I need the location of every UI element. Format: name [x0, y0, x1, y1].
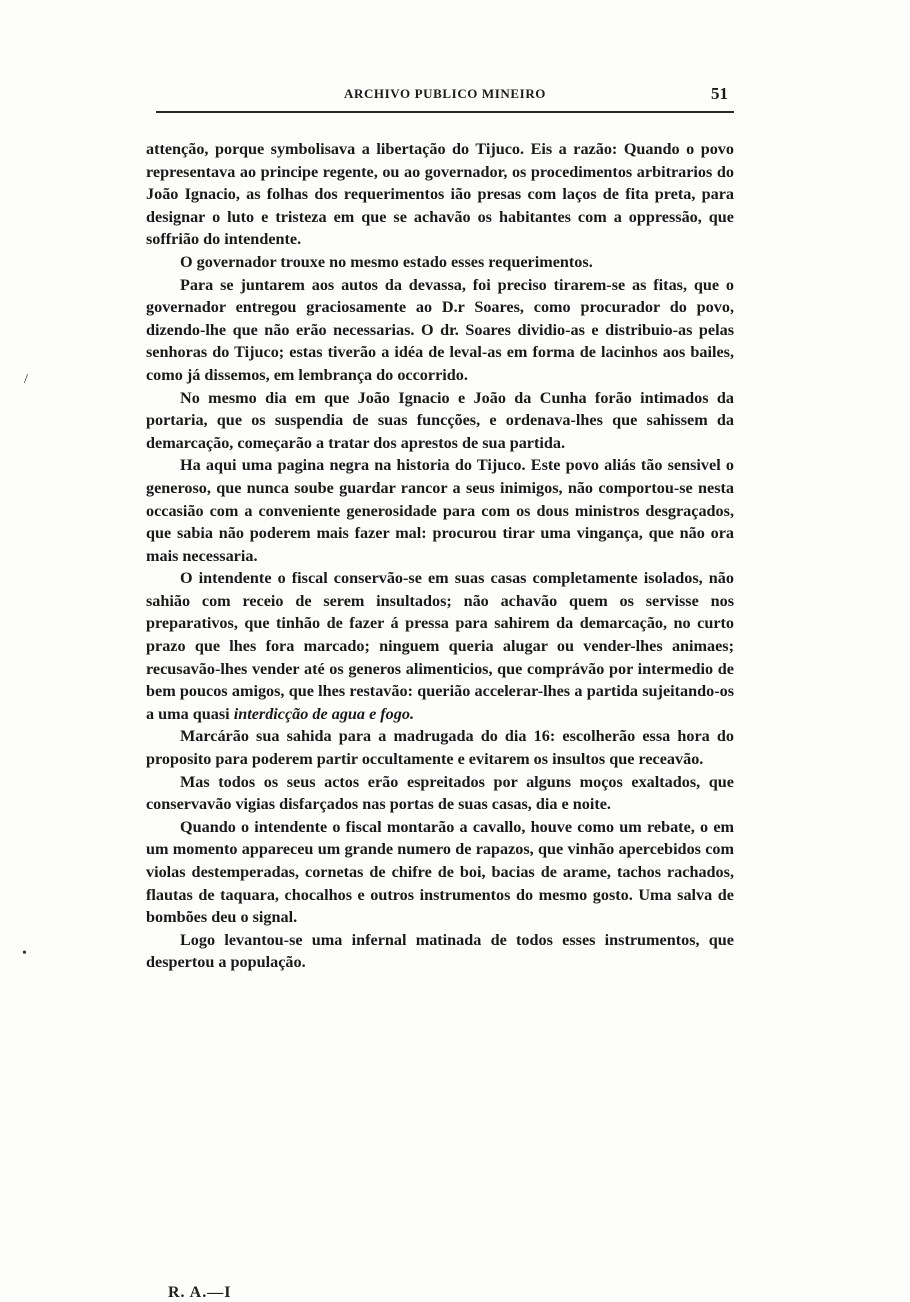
margin-dot-mark: •: [22, 946, 27, 961]
paragraph-10: Logo levantou-se uma infernal matinada de todos esses instrumentos, que despertou a população.: [146, 930, 734, 972]
paragraph-7: Marcárão sua sahida para a madrugada do dia 16: escolherão essa hora do proposito para poderem partir occultamente e evitarem os insultos que receavão.: [146, 727, 734, 769]
paragraph-3: Para se juntarem aos autos da devassa, foi preciso tirarem-se as fitas, que o governador entregou graciosamente ao D.r Soares, como procurador do povo, dizendo-lhe que não erão necessarias. O dr. Soares dividio-as e distribuio-as pelas senhoras do Tijuco; estas tiverão a idéa de leval-as em forma de lacinhos aos bailes, como já dissemos, em lembrança do occorrido.: [146, 275, 734, 384]
paragraph-6-text: O intendente o fiscal conservão-se em suas casas completamente isolados, não sahião com receio de serem insultados; não achavão quem os servisse nos preparativos, que tinhão de fazer á pressa para sahirem da demarcação, no curto prazo que lhes fora marcado; ninguem queria alugar ou vender-lhes animaes; recusavão-lhes vender até os generos alimenticios, que comprávão por intermedio de bem poucos amigos, que lhes restavão: querião accelerar-lhes a partida sujeitando-os a uma quasi: [146, 569, 734, 723]
header-rule: [156, 111, 734, 113]
italic-phrase: interdicção de agua: [233, 704, 366, 723]
paragraph-9: Quando o intendente o fiscal montarão a cavallo, houve como um rebate, o em um momento appareceu um grande numero de rapazos, que vinhão apercebidos com violas destemperadas, cornetas de chifre de boi, bacias de arame, tachos rachados, flautas de taquara, chocalhos e outros instrumentos do mesmo gosto. Uma salva de bombões deu o signal.: [146, 817, 734, 927]
page-header: [156, 86, 734, 110]
paragraph-8: Mas todos os seus actos erão espreitados por alguns moços exaltados, que conservavão vigias disfarçados nas portas de suas casas, dia e noite.: [146, 772, 734, 814]
italic-tail: e fogo.: [365, 704, 415, 723]
paragraph-1: attenção, porque symbolisava a libertação do Tijuco. Eis a razão: Quando o povo representava ao principe regente, ou ao governador, os procedimentos arbitrarios do João Ignacio, as folhas dos requerimentos ião presas com laços de fita preta, para designar o luto e tristeza em que se achavão os habitantes com a oppressão, que soffrião do intendente.: [146, 140, 734, 249]
paragraph-4: No mesmo dia em que João Ignacio e João da Cunha forão intimados da portaria, que os suspendia de suas funcções, e ordenava-lhes que sahissem da demarcação, começarão a tratar dos aprestos de sua partida.: [146, 388, 734, 452]
page-number: 51: [711, 84, 728, 103]
body-text: [146, 138, 734, 974]
running-title: ARCHIVO PUBLICO MINEIRO: [343, 86, 547, 101]
margin-tick-mark: /: [24, 372, 28, 387]
paragraph-6: [146, 567, 734, 725]
signature-mark: R. A.—I: [168, 1284, 232, 1301]
paragraph-2: O governador trouxe no mesmo estado esses requerimentos.: [180, 252, 593, 271]
paragraph-5: Ha aqui uma pagina negra na historia do Tijuco. Este povo aliás tão sensivel o generoso, que nunca soube guardar rancor a seus inimigos, não comportou-se nesta occasião com a conveniente generosidade para com os dous ministros desgraçados, que sabia não poderem mais fazer mal: procurou tirar uma vingança, que não ora mais necessaria.: [146, 456, 734, 565]
